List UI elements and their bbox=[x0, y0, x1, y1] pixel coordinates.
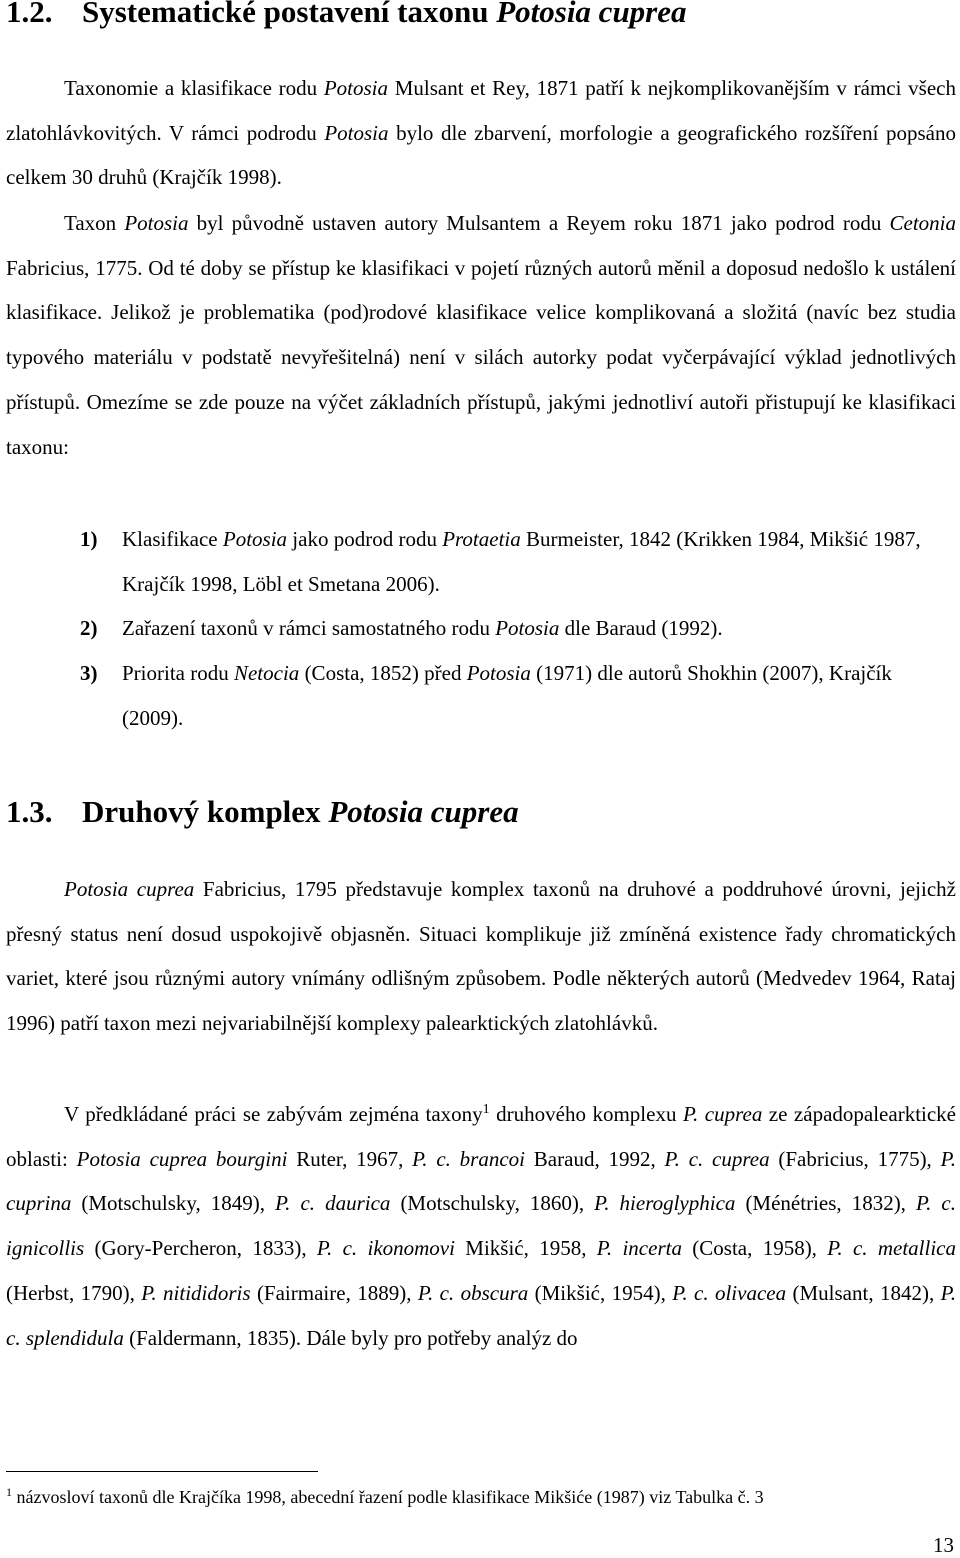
list-item bbox=[80, 651, 956, 740]
text-run: Burmeister, 1842 (Krikken 1984, Mikšić 1987, Krajčík 1998, Löbl et Smetana 2006). bbox=[122, 527, 921, 596]
paragraph-taxon-history bbox=[6, 201, 956, 469]
text-run: Zařazení taxonů v rámci samostatného rodu bbox=[122, 616, 496, 641]
paragraph-text bbox=[6, 877, 956, 1035]
section-number: 1.2. bbox=[6, 0, 53, 29]
page-number: 13 bbox=[933, 1533, 954, 1557]
taxon-name: Netocia bbox=[233, 661, 300, 686]
text-run: (Costa, 1958), bbox=[681, 1236, 828, 1261]
text-run: byl původně ustaven autory Mulsantem a Reyem roku 1871 jako podrod rodu bbox=[188, 211, 890, 235]
taxon-name: Potosia bbox=[323, 76, 388, 100]
paragraph-text bbox=[6, 76, 956, 189]
section-title-text: Druhový komplex bbox=[82, 794, 329, 829]
taxon-name: Protaetia bbox=[442, 527, 521, 551]
taxon-name: P. cuprina bbox=[6, 1146, 956, 1216]
section-heading-1-3 bbox=[6, 794, 519, 830]
taxon-name: P. c. brancoi bbox=[412, 1146, 526, 1171]
taxon-name: P. c. ikonomovi bbox=[316, 1236, 455, 1261]
text-run: (Motschulsky, 1860), bbox=[390, 1191, 595, 1216]
list-item-number: 3) bbox=[80, 661, 98, 686]
footnote-separator bbox=[6, 1471, 318, 1472]
taxon-name: Potosia bbox=[495, 616, 560, 641]
taxon-name: Potosia bbox=[222, 527, 288, 551]
text-run: Taxonomie a klasifikace rodu bbox=[64, 76, 324, 100]
taxon-name: P. c. obscura bbox=[417, 1280, 529, 1305]
taxon-name: P. incerta bbox=[596, 1236, 682, 1261]
paragraph-text bbox=[6, 1102, 956, 1350]
text-run: bylo dle zbarvení, morfologie a geografického rozšíření popsáno celkem 30 druhů (Krajčík 1998). bbox=[6, 120, 956, 190]
text-run: Mikšić, 1958, bbox=[454, 1236, 597, 1261]
taxon-name: Potosia bbox=[124, 211, 189, 235]
taxon-name: P. nitididoris bbox=[141, 1280, 251, 1305]
text-run: Mulsant et Rey, 1871 patří k nejkomplikovanějším v rámci všech zlatohlávkovitých. V rámci podrodu bbox=[6, 76, 956, 145]
taxon-name: P. c. cuprea bbox=[664, 1146, 770, 1171]
text-run: Ruter, 1967, bbox=[287, 1146, 413, 1171]
text-run: dle Baraud (1992). bbox=[559, 616, 723, 641]
text-run: (Costa, 1852) před bbox=[299, 661, 467, 686]
paragraph-complex-intro bbox=[6, 867, 956, 1046]
taxon-name: P. c. metallica bbox=[827, 1236, 956, 1261]
text-run: (Mikšić, 1954), bbox=[528, 1280, 673, 1305]
taxon-name: P. cuprea bbox=[682, 1102, 763, 1126]
text-run: (1971) dle autorů Shokhin (2007), Krajčík (2009). bbox=[122, 661, 892, 730]
paragraph-taxa-list bbox=[6, 1092, 956, 1360]
footnote-text: názvosloví taxonů dle Krajčíka 1998, abecední řazení podle klasifikace Mikšiće (1987) viz Tabulka č. 3 bbox=[16, 1487, 764, 1507]
taxon-name: Potosia cuprea bbox=[64, 877, 195, 901]
list-item bbox=[80, 606, 956, 651]
text-run: druhového komplexu bbox=[489, 1102, 683, 1126]
text-run: V předkládané práci se zabývám zejména taxony bbox=[64, 1102, 483, 1126]
text-run: jako podrod rodu bbox=[287, 527, 443, 551]
text-run: (Mulsant, 1842), bbox=[786, 1280, 941, 1305]
taxon-name: Potosia bbox=[324, 120, 389, 145]
taxon-name: P. c. olivacea bbox=[672, 1280, 787, 1305]
taxon-name: Cetonia bbox=[889, 211, 956, 235]
text-run: ze západopalearktické oblasti: bbox=[6, 1102, 956, 1171]
text-run: Fabricius, 1795 představuje komplex taxonů na druhové a poddruhové úrovni, jejichž přesný status není dosud uspokojivě objasněn. Situaci komplikuje již zmíněná existence řady chromatických variet, které jsou různými autory vnímány odlišným způsobem. Podle některých autorů (Medvedev 1964, Rataj 1996) patří taxon mezi nejvariabilnější komplexy palearktických zlatohlávků. bbox=[6, 877, 956, 1036]
footnote bbox=[6, 1483, 764, 1511]
section-heading-1-2 bbox=[6, 0, 687, 30]
section-title-taxon: Potosia cuprea bbox=[496, 0, 687, 29]
text-run: (Gory-Percheron, 1833), bbox=[84, 1236, 317, 1261]
taxon-name: P. c. daurica bbox=[275, 1191, 391, 1216]
text-run: Baraud, 1992, bbox=[525, 1146, 665, 1171]
text-run: (Faldermann, 1835). Dále byly pro potřeby analýz do bbox=[123, 1325, 578, 1350]
taxon-name: P. hieroglyphica bbox=[594, 1191, 736, 1216]
list-item-text bbox=[122, 616, 723, 640]
text-run: Klasifikace bbox=[122, 527, 223, 551]
footnote-ref: 1 bbox=[482, 1102, 490, 1117]
paragraph-text bbox=[6, 211, 956, 459]
footnote-marker: 1 bbox=[6, 1485, 12, 1499]
list-item bbox=[80, 517, 956, 606]
section-title-text: Systematické postavení taxonu bbox=[82, 0, 497, 29]
text-run: (Herbst, 1790), bbox=[6, 1280, 142, 1305]
text-run: Taxon bbox=[64, 211, 125, 235]
section-number: 1.3. bbox=[6, 794, 53, 829]
text-run: (Fabricius, 1775), bbox=[769, 1146, 941, 1171]
text-run: (Ménétries, 1832), bbox=[735, 1191, 916, 1216]
classification-approaches-list bbox=[80, 517, 956, 741]
text-run: Fabricius, 1775. Od té doby se přístup ke klasifikaci v pojetí různých autorů měnil a doposud nedošlo k ustálení klasifikace. Jelikož je problematika (pod)rodové klasifikace velice komplikovaná a složitá (navíc bez studia typového materiálu v podstatě nevyřešitelná) není v silách autorky podat vyčerpávající výklad jednotlivých přístupů. Omezíme se zde pouze na výčet základních přístupů, jakými jednotliví autoři přistupují ke klasifikaci taxonu: bbox=[6, 255, 956, 459]
list-item-text bbox=[122, 661, 892, 730]
list-item-number: 1) bbox=[80, 527, 98, 551]
section-title-taxon: Potosia cuprea bbox=[328, 794, 519, 829]
text-run: (Fairmaire, 1889), bbox=[250, 1280, 418, 1305]
text-run: (Motschulsky, 1849), bbox=[71, 1191, 276, 1216]
text-run: Priorita rodu bbox=[122, 661, 234, 686]
taxon-name: Potosia bbox=[466, 661, 531, 686]
paragraph-taxonomy-intro bbox=[6, 66, 956, 200]
list-item-text bbox=[122, 527, 921, 596]
taxon-name: P. c. ignicollis bbox=[6, 1191, 956, 1261]
taxon-name: P. c. splendidula bbox=[6, 1280, 956, 1350]
taxon-name: Potosia cuprea bourgini bbox=[76, 1146, 288, 1171]
list-item-number: 2) bbox=[80, 616, 98, 641]
